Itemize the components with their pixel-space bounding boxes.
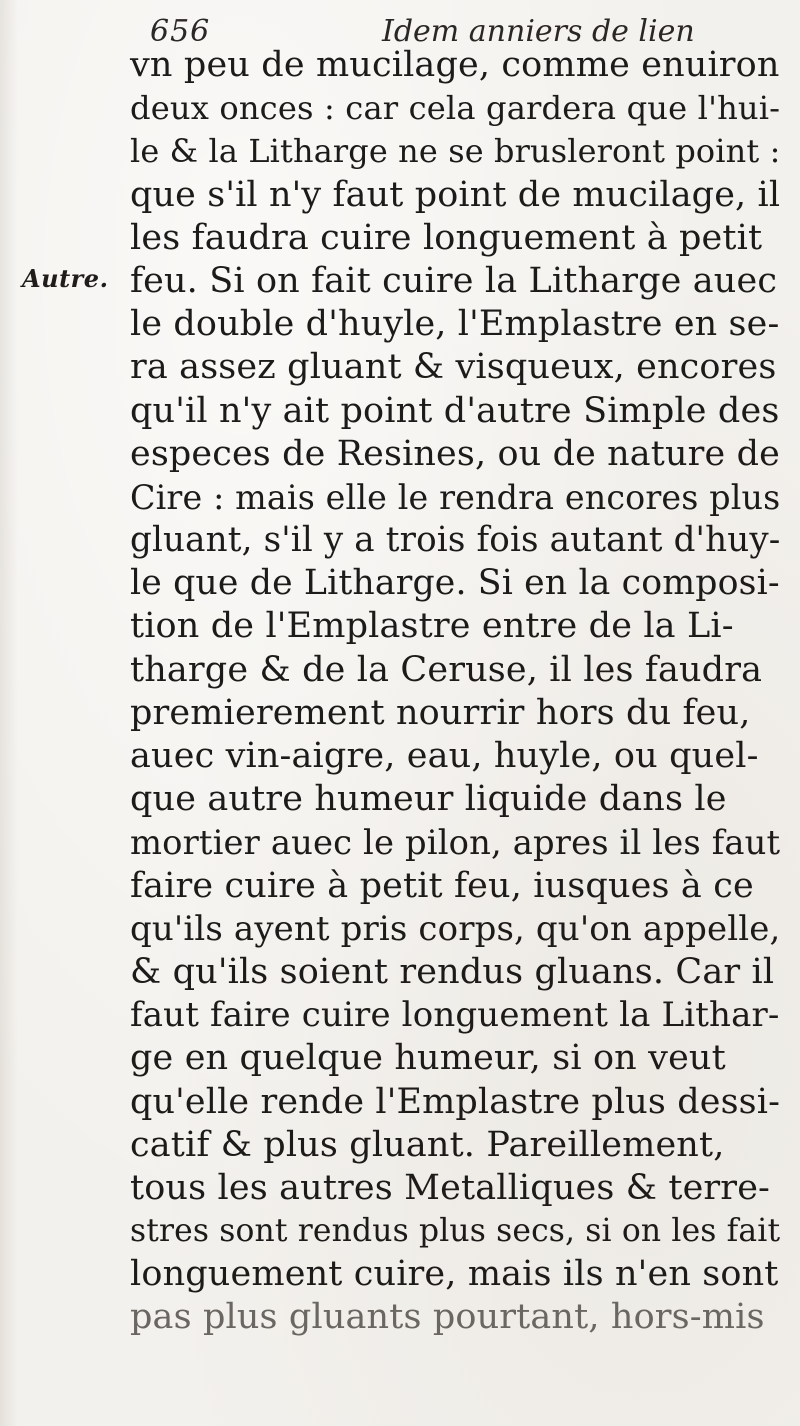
running-title: Idem anniers de lien (382, 14, 695, 49)
text-line: tous les autres Metalliques & terre- (130, 1167, 771, 1208)
text-line: feu. Si on fait cuire la Litharge auec (130, 260, 778, 301)
text-line: pas plus gluants pourtant, hors-mis (130, 1297, 765, 1338)
text-line: les faudra cuire longuement à petit (130, 217, 763, 258)
text-line: le que de Litharge. Si en la composi- (130, 563, 780, 604)
text-line: mortier auec le pilon, apres il les faut (130, 823, 781, 863)
page-number: 656 (150, 14, 211, 49)
text-line: qu'il n'y ait point d'autre Simple des (130, 390, 780, 431)
text-line: qu'ils ayent pris corps, qu'on appelle, (130, 908, 781, 949)
text-line: deux onces : car cela gardera que l'hui- (130, 89, 781, 128)
text-line: catif & plus gluant. Pareillement, (130, 1124, 725, 1165)
text-line: qu'elle rende l'Emplastre plus dessi- (130, 1081, 781, 1122)
text-line: & qu'ils soient rendus gluans. Car il (130, 951, 775, 992)
text-line: Cire : mais elle le rendra encores plus (130, 477, 781, 517)
text-line: ra assez gluant & visqueux, encores (130, 347, 777, 388)
text-line: stres sont rendus plus secs, si on les fait (130, 1213, 781, 1250)
text-line: tharge & de la Ceruse, il les faudra (130, 649, 763, 690)
text-line: que s'il n'y faut point de mucilage, il (130, 174, 781, 215)
margin-note: Autre. (22, 264, 109, 293)
text-line: faut faire cuire longuement la Lithar- (130, 995, 780, 1036)
text-line: auec vin-aigre, eau, huyle, ou quel- (130, 736, 759, 776)
text-line: le double d'huyle, l'Emplastre en se- (130, 304, 780, 345)
text-line: le & la Litharge ne se brusleront point : (130, 132, 781, 171)
body-text (130, 44, 780, 1340)
text-line: que autre humeur liquide dans le (130, 779, 727, 820)
text-line: tion de l'Emplastre entre de la Li- (130, 606, 734, 647)
spine-shadow (0, 0, 18, 1426)
text-line: ge en quelque humeur, si on veut (130, 1038, 726, 1079)
text-line: gluant, s'il y a trois fois autant d'huy- (130, 520, 781, 561)
text-line: especes de Resines, ou de nature de (130, 433, 780, 474)
text-line: faire cuire à petit feu, iusques à ce (130, 865, 754, 906)
text-line: longuement cuire, mais ils n'en sont (130, 1254, 779, 1295)
text-line: premierement nourrir hors du feu, (130, 692, 751, 733)
text-line: vn peu de mucilage, comme enuiron (130, 45, 780, 85)
